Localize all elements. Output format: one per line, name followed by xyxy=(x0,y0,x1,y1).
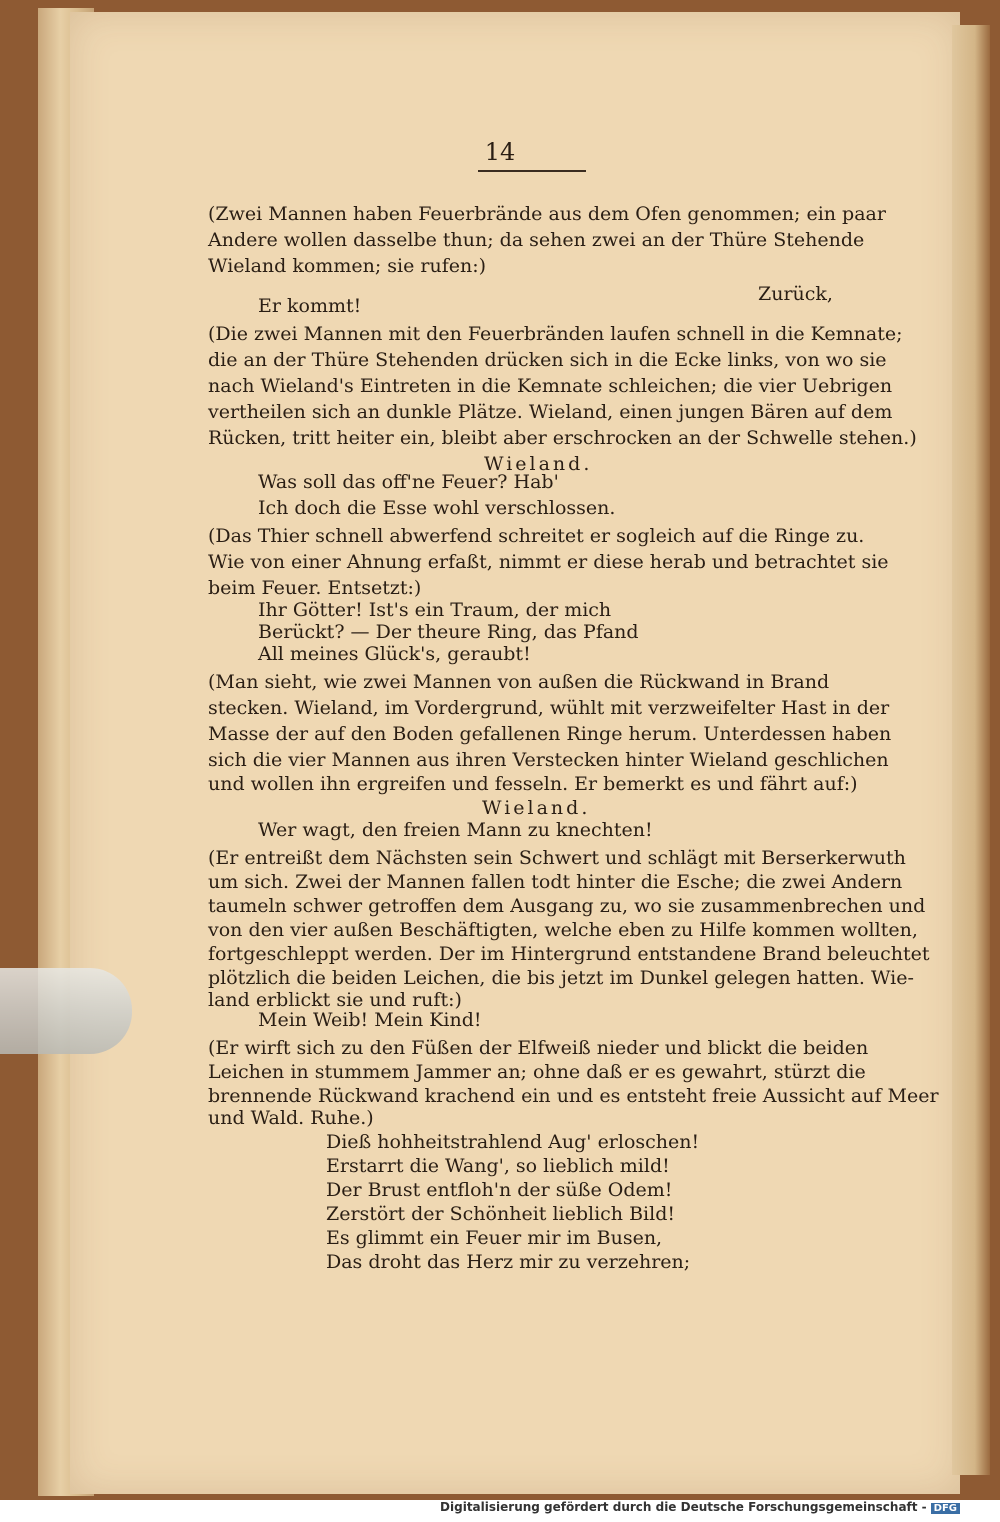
dfg-logo: DFG xyxy=(931,1503,960,1514)
text-line: brennende Rückwand krachend ein und es entsteht freie Aussicht auf Meer xyxy=(208,1085,939,1107)
verse-line: Ihr Götter! Ist's ein Traum, der mich xyxy=(258,599,612,621)
page-number-rule xyxy=(478,170,586,172)
text-line: Leichen in stummem Jammer an; ohne daß er es gewahrt, stürzt die xyxy=(208,1061,866,1083)
text-line: von den vier außen Beschäftigten, welche eben zu Hilfe kommen wollten, xyxy=(208,919,918,941)
text-line: Zurück, xyxy=(758,283,833,305)
text-line: nach Wieland's Eintreten in die Kemnate schleichen; die vier Uebrigen xyxy=(208,375,893,397)
speaker-name: Wieland. xyxy=(484,453,593,475)
verse-line: Der Brust entfloh'n der süße Odem! xyxy=(326,1179,673,1201)
right-page-edge xyxy=(952,25,990,1475)
text-line: taumeln schwer getroffen dem Ausgang zu, wo sie zusammenbrechen und xyxy=(208,895,926,917)
digitization-credit xyxy=(440,1500,960,1514)
verse-line: Mein Weib! Mein Kind! xyxy=(258,1009,482,1031)
text-line: stecken. Wieland, im Vordergrund, wühlt mit verzweifelter Hast in der xyxy=(208,697,890,719)
credit-text: Digitalisierung gefördert durch die Deutsche Forschungsgemeinschaft - xyxy=(440,1500,927,1514)
verse-line: All meines Glück's, geraubt! xyxy=(258,643,531,665)
text-line: (Zwei Mannen haben Feuerbrände aus dem Ofen genommen; ein paar xyxy=(208,203,886,225)
text-line: Andere wollen dasselbe thun; da sehen zwei an der Thüre Stehende xyxy=(208,229,865,251)
page-clip xyxy=(0,968,132,1054)
text-line: Masse der auf den Boden gefallenen Ringe herum. Unterdessen haben xyxy=(208,723,892,745)
verse-line: Es glimmt ein Feuer mir im Busen, xyxy=(326,1227,663,1249)
text-line: Er kommt! xyxy=(258,295,362,317)
text-line: Wieland kommen; sie rufen:) xyxy=(208,255,487,277)
verse-line: Was soll das off'ne Feuer? Hab' xyxy=(258,471,559,493)
text-line: und Wald. Ruhe.) xyxy=(208,1107,374,1129)
verse-line: Erstarrt die Wang', so lieblich mild! xyxy=(326,1155,670,1177)
text-line: beim Feuer. Entsetzt:) xyxy=(208,577,422,599)
verse-line: Berückt? — Der theure Ring, das Pfand xyxy=(258,621,639,643)
text-line: Wie von einer Ahnung erfaßt, nimmt er diese herab und betrachtet sie xyxy=(208,551,889,573)
text-line: (Die zwei Mannen mit den Feuerbränden laufen schnell in die Kemnate; xyxy=(208,323,903,345)
text-line: fortgeschleppt werden. Der im Hintergrund entstandene Brand beleuchtet xyxy=(208,943,930,965)
page-number: 14 xyxy=(484,138,516,166)
text-line: um sich. Zwei der Mannen fallen todt hinter die Esche; die zwei Andern xyxy=(208,871,903,893)
text-line: vertheilen sich an dunkle Plätze. Wieland, einen jungen Bären auf dem xyxy=(208,401,893,423)
text-line: sich die vier Mannen aus ihren Verstecken hinter Wieland geschlichen xyxy=(208,749,889,771)
verse-line: Das droht das Herz mir zu verzehren; xyxy=(326,1251,691,1273)
text-line: plötzlich die beiden Leichen, die bis jetzt im Dunkel gelegen hatten. Wie- xyxy=(208,967,914,989)
verse-line: Dieß hohheitstrahlend Aug' erloschen! xyxy=(326,1131,700,1153)
text-line: (Er entreißt dem Nächsten sein Schwert und schlägt mit Berserkerwuth xyxy=(208,847,906,869)
text-line: Rücken, tritt heiter ein, bleibt aber erschrocken an der Schwelle stehen.) xyxy=(208,427,917,449)
speaker-name: Wieland. xyxy=(482,797,591,819)
verse-line: Zerstört der Schönheit lieblich Bild! xyxy=(326,1203,675,1225)
text-line: (Man sieht, wie zwei Mannen von außen die Rückwand in Brand xyxy=(208,671,830,693)
text-line: die an der Thüre Stehenden drücken sich in die Ecke links, von wo sie xyxy=(208,349,887,371)
text-line: land erblickt sie und ruft:) xyxy=(208,989,462,1011)
text-line: (Das Thier schnell abwerfend schreitet er sogleich auf die Ringe zu. xyxy=(208,525,865,547)
text-line: (Er wirft sich zu den Füßen der Elfweiß nieder und blickt die beiden xyxy=(208,1037,869,1059)
text-line: und wollen ihn ergreifen und fesseln. Er bemerkt es und fährt auf:) xyxy=(208,773,858,795)
verse-line: Wer wagt, den freien Mann zu knechten! xyxy=(258,819,653,841)
verse-line: Ich doch die Esse wohl verschlossen. xyxy=(258,497,616,519)
